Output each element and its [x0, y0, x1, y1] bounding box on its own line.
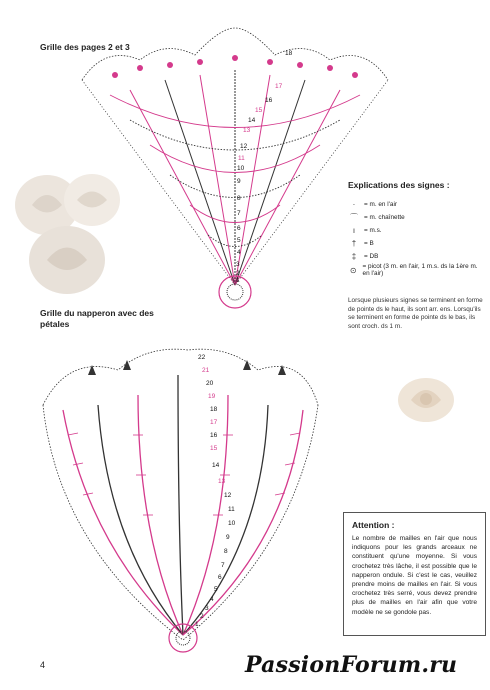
legend-item: [348, 211, 483, 224]
grid2-row-num: 4: [210, 596, 214, 603]
watermark: PassionForum.ru: [245, 652, 458, 678]
grid1-row-num: 1: [236, 277, 240, 284]
legend-item: [348, 263, 483, 277]
grid1-row-num: 9: [237, 178, 241, 185]
attention-box: [343, 512, 486, 636]
double-crochet-icon: †: [351, 239, 357, 248]
grid1-row-num: 7: [237, 210, 241, 217]
grid1-row-num: 15: [255, 107, 263, 114]
legend-item: [348, 237, 483, 250]
grid2-row-num: 5: [214, 586, 218, 593]
grid2-row-num: 17: [210, 419, 218, 426]
legend-item: [348, 250, 483, 263]
grid1-row-num: 14: [248, 117, 256, 124]
legend-item-text: = m. en l'air: [364, 201, 398, 208]
legend-item-text: = DB: [364, 253, 379, 260]
grid2-row-num: 9: [226, 534, 230, 541]
page-number: 4: [40, 660, 46, 670]
legend-item: [348, 224, 483, 237]
grid2-row-num: 2: [200, 613, 204, 620]
grid2-row-num: 6: [218, 574, 222, 581]
grid1-row-num: 16: [265, 97, 273, 104]
grid1-row-num: 2: [236, 270, 240, 277]
grid2-row-num: 10: [228, 520, 236, 527]
grid1-row-num: 6: [237, 225, 241, 232]
grid1-row-num: 18: [285, 50, 293, 57]
grid2-row-num: 22: [198, 354, 206, 361]
grid2-diagram: [28, 345, 328, 655]
grid2-heading: Grille du napperon avec des pétales: [40, 308, 154, 329]
arc-chain-icon: ⌒: [350, 213, 358, 222]
grid2-row-num: 21: [202, 367, 210, 374]
legend-item-text: = m. chaînette: [364, 214, 405, 221]
grid2-row-num: 20: [206, 380, 214, 387]
grid2-row-num: 11: [228, 506, 235, 513]
grid1-heading: Grille des pages 2 et 3: [40, 42, 130, 52]
grid1-row-num: 10: [237, 165, 245, 172]
grid2-row-num: 19: [208, 393, 216, 400]
legend-item-text: = m.s.: [364, 227, 382, 234]
grid2-row-num: 7: [221, 562, 225, 569]
attention-text: Le nombre de mailles en l'air que nous indiquons pour les grands arceaux ne constituent qu'une moyenne. Si vous crochetez très lâche, il est possible que le napperon ondule. Si c'est le cas, veuillez prendre moins de mailles en l'air. Si vous crochetez très serré, vous devez prendre plus de mailles en l'air afin que votre modèle ne se gondole pas.: [352, 535, 477, 616]
treble-crochet-icon: ‡: [351, 252, 357, 261]
grid2-row-num: 8: [224, 548, 228, 555]
grid2-row-num: 13: [218, 478, 226, 485]
legend-note: Lorsque plusieurs signes se terminent en forme de pointe ds le haut, ils sont arr. ens. Lorsqu'ils se terminent en forme de pointe ds le bas, ils sont croch. ds 1 m.: [348, 297, 483, 330]
rose-photo: [393, 372, 459, 427]
legend-item-text: = B: [364, 240, 374, 247]
grid2-row-num: 12: [224, 492, 232, 499]
legend-title: Explications des signes :: [348, 180, 450, 190]
grid2-row-num: 3: [205, 605, 209, 612]
single-crochet-icon: ı: [352, 226, 356, 235]
grid1-row-num: 17: [275, 83, 283, 90]
picot-icon: ⊙: [349, 265, 357, 275]
legend: [348, 180, 483, 277]
roses-photo: [12, 165, 130, 300]
grid1-row-num: 12: [240, 143, 248, 150]
grid1-row-num: 8: [237, 195, 241, 202]
grid1-row-num: 11: [238, 155, 245, 162]
grid1-row-num: 4: [237, 249, 241, 256]
attention-title: Attention :: [352, 520, 395, 530]
grid2-row-num: 16: [210, 432, 218, 439]
grid2-row-num: 18: [210, 406, 218, 413]
grid2-row-num: 14: [212, 462, 220, 469]
grid2-row-num: 15: [210, 445, 218, 452]
grid2-row-num: 1: [195, 621, 199, 628]
legend-item: [348, 198, 483, 211]
chain-dot-icon: ·: [352, 200, 356, 209]
grid1-row-num: 5: [237, 237, 241, 244]
grid1-row-num: 3: [236, 261, 240, 268]
legend-item-text: = picot (3 m. en l'air, 1 m.s. ds la 1ère m. en l'air): [362, 263, 478, 277]
grid1-row-num: 13: [243, 127, 251, 134]
